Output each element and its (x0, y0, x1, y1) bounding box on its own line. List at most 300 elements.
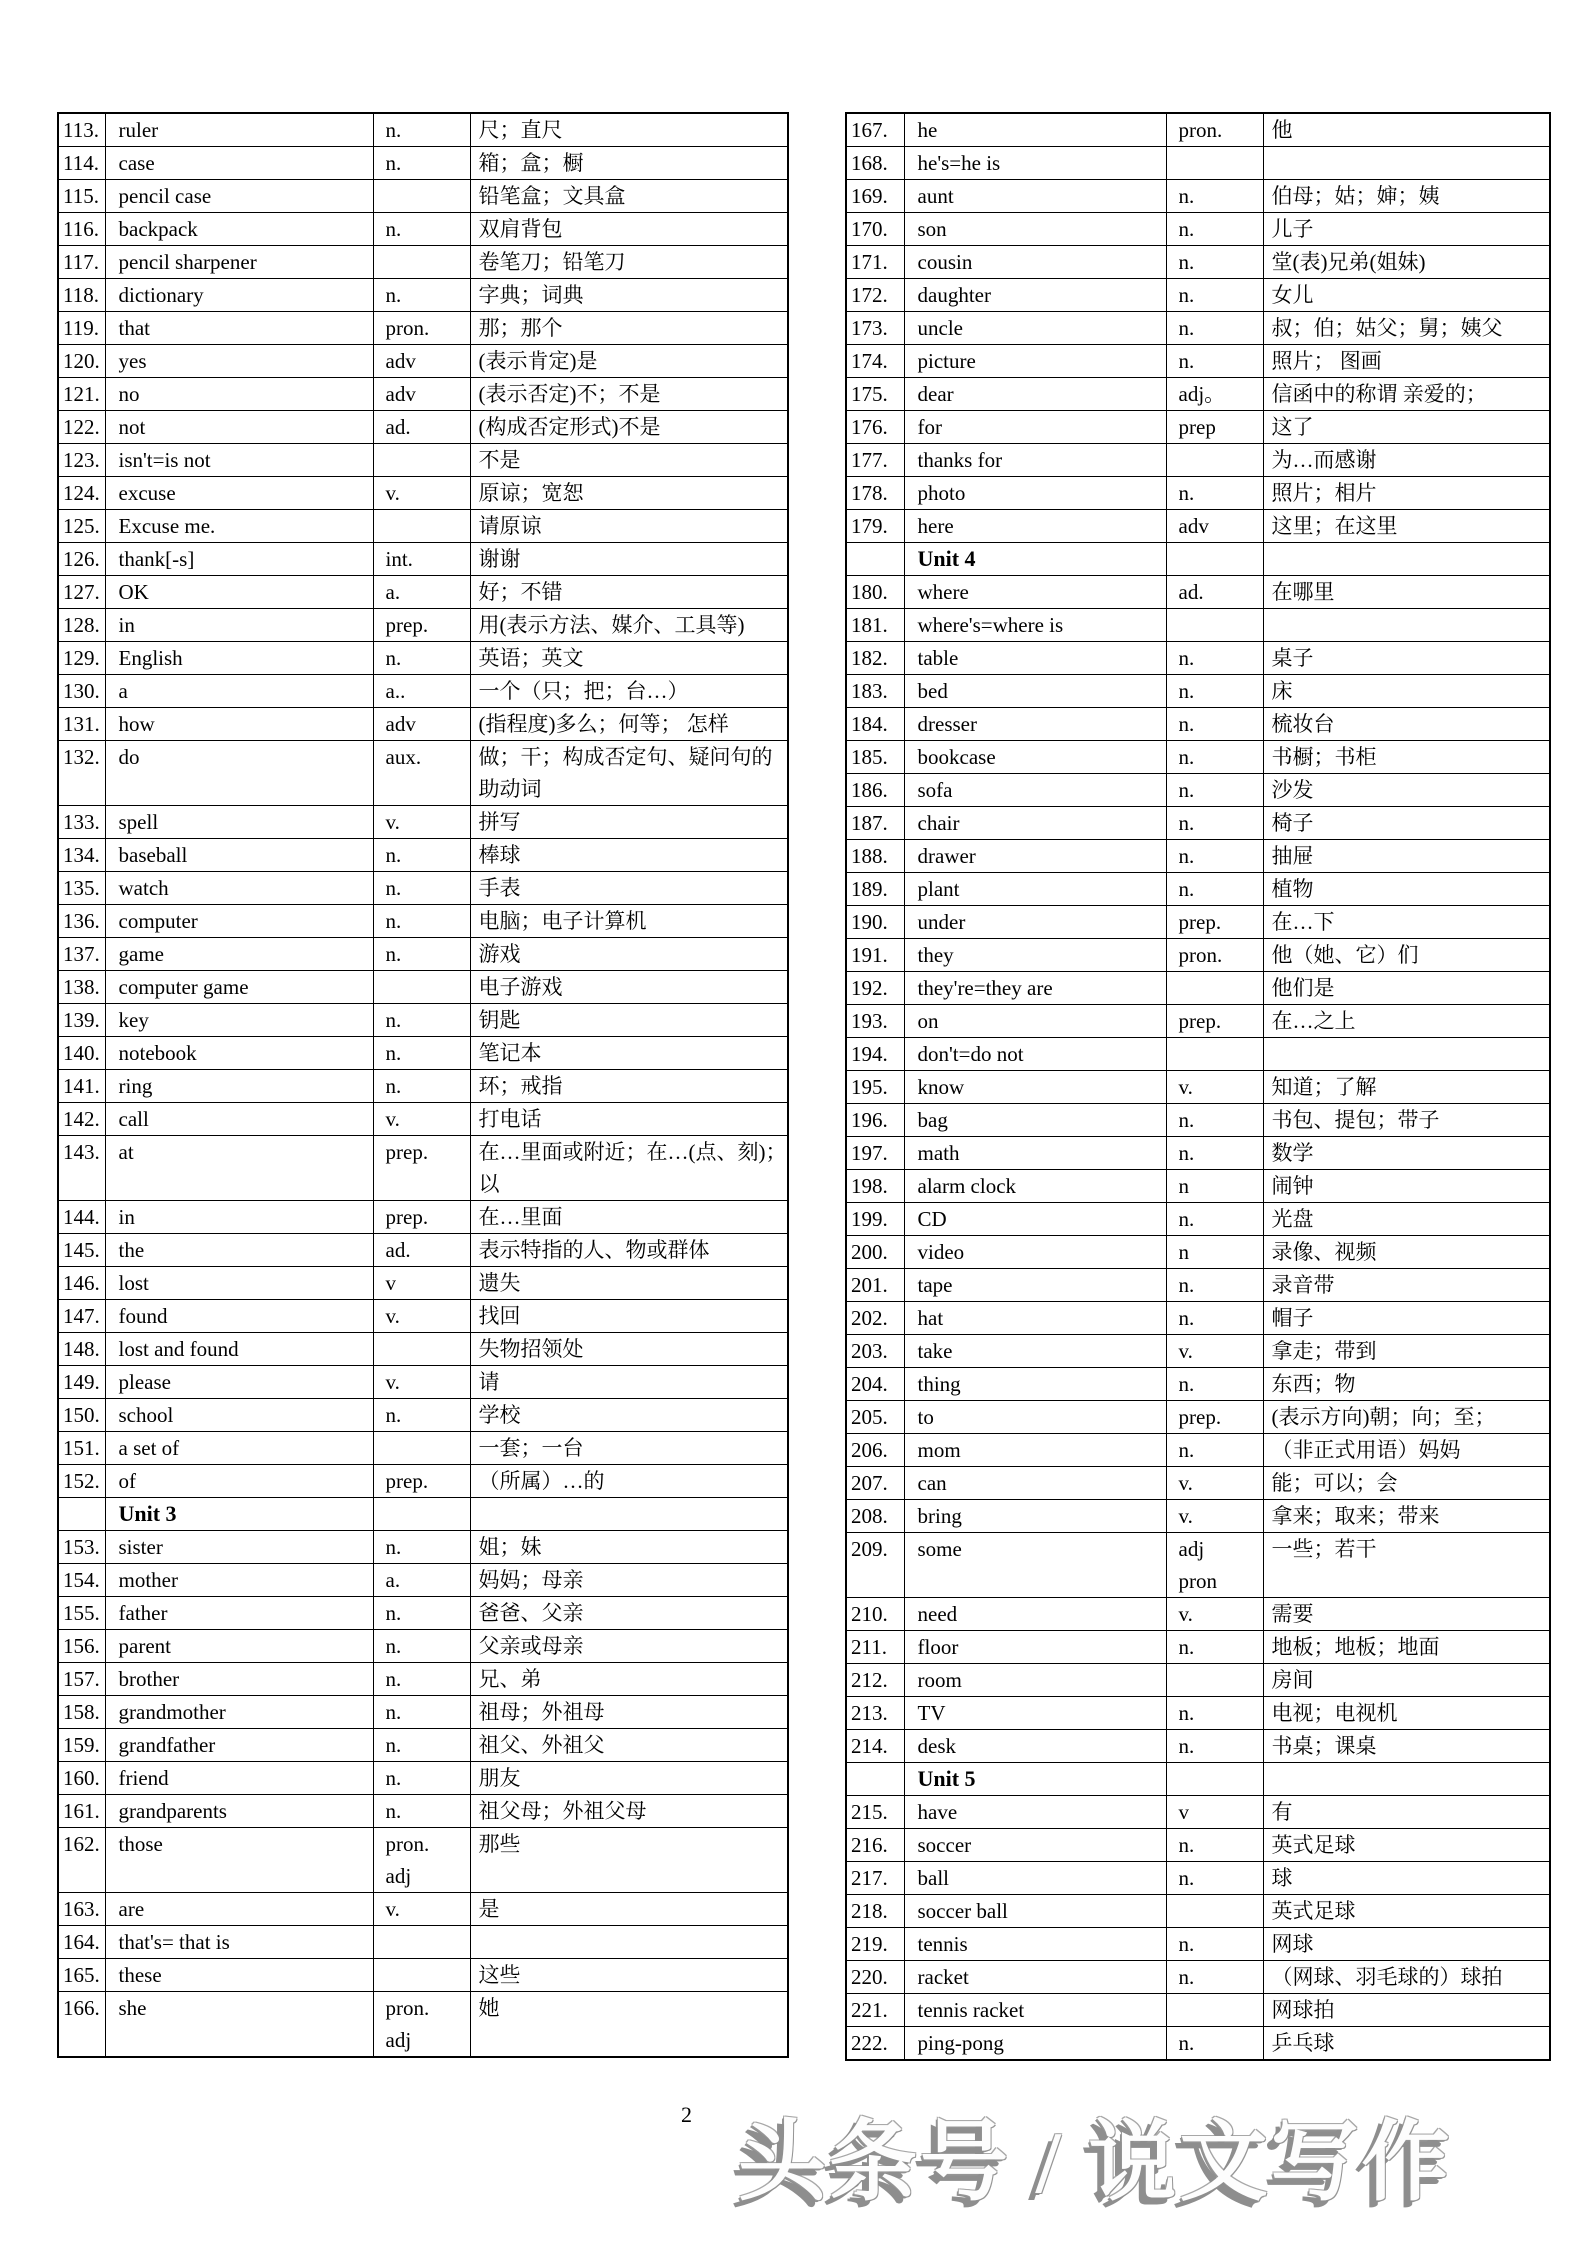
word-cell: picture (904, 345, 1166, 378)
word-cell: video (904, 1236, 1166, 1269)
word-cell: father (105, 1597, 373, 1630)
word-cell: do (105, 741, 373, 806)
table-row (58, 1432, 788, 1465)
pos-cell: adv (373, 378, 470, 411)
word-cell: that (105, 312, 373, 345)
word-cell: bookcase (904, 741, 1166, 774)
pos-cell: n. (1166, 873, 1263, 906)
row-number-cell: 123. (58, 444, 105, 477)
table-row (58, 806, 788, 839)
row-number-cell: 156. (58, 1630, 105, 1663)
pos-cell: v. (373, 806, 470, 839)
word-cell: mother (105, 1564, 373, 1597)
word-cell: watch (105, 872, 373, 905)
pos-cell: n. (373, 1696, 470, 1729)
word-cell: case (105, 147, 373, 180)
chinese-cell: 那；那个 (470, 312, 788, 345)
row-number-cell (846, 543, 904, 576)
pos-cell: adv (373, 345, 470, 378)
pos-cell: n. (1166, 246, 1263, 279)
pos-cell: n. (1166, 1302, 1263, 1335)
row-number-cell: 137. (58, 938, 105, 971)
chinese-cell: 这里；在这里 (1263, 510, 1550, 543)
row-number-cell: 211. (846, 1631, 904, 1664)
chinese-cell: (表示肯定)是 (470, 345, 788, 378)
word-cell: drawer (904, 840, 1166, 873)
row-number-cell: 168. (846, 147, 904, 180)
row-number-cell: 206. (846, 1434, 904, 1467)
table-row (846, 345, 1550, 378)
pos-cell: n. (373, 113, 470, 147)
row-number-cell: 192. (846, 972, 904, 1005)
row-number-cell: 219. (846, 1928, 904, 1961)
table-row (846, 1038, 1550, 1071)
chinese-cell: 需要 (1263, 1598, 1550, 1631)
chinese-cell: 沙发 (1263, 774, 1550, 807)
row-number-cell: 204. (846, 1368, 904, 1401)
chinese-cell: 祖母；外祖母 (470, 1696, 788, 1729)
word-cell: these (105, 1959, 373, 1992)
word-cell: he (904, 113, 1166, 147)
word-cell: computer game (105, 971, 373, 1004)
pos-cell: n. (1166, 2027, 1263, 2061)
chinese-cell: 照片；相片 (1263, 477, 1550, 510)
table-row (846, 807, 1550, 840)
chinese-cell: 一些；若干 (1263, 1533, 1550, 1598)
pos-cell: n. (373, 279, 470, 312)
chinese-cell: 在…里面 (470, 1201, 788, 1234)
chinese-cell: 录音带 (1263, 1269, 1550, 1302)
table-row (846, 1005, 1550, 1038)
pos-cell (1166, 1533, 1263, 1598)
word-cell: excuse (105, 477, 373, 510)
pos-cell: v. (373, 1300, 470, 1333)
table-row (846, 873, 1550, 906)
pos-cell: int. (373, 543, 470, 576)
pos-cell: n. (1166, 180, 1263, 213)
pos-cell: adv (373, 708, 470, 741)
table-row (58, 1762, 788, 1795)
pos-cell: n. (373, 1729, 470, 1762)
row-number-cell: 157. (58, 1663, 105, 1696)
word-cell: lost and found (105, 1333, 373, 1366)
chinese-cell: 表示特指的人、物或群体 (470, 1234, 788, 1267)
word-cell: thank[-s] (105, 543, 373, 576)
row-number-cell: 194. (846, 1038, 904, 1071)
chinese-cell: 好；不错 (470, 576, 788, 609)
pos-cell: n. (373, 1597, 470, 1630)
row-number-cell: 118. (58, 279, 105, 312)
chinese-cell: 他们是 (1263, 972, 1550, 1005)
pos-cell: n. (373, 642, 470, 675)
pos-cell (373, 180, 470, 213)
row-number-cell: 117. (58, 246, 105, 279)
unit-header: Unit 4 (904, 543, 1166, 576)
table-row (846, 444, 1550, 477)
table-row (846, 1500, 1550, 1533)
row-number-cell: 132. (58, 741, 105, 806)
table-row (846, 1994, 1550, 2027)
pos-cell: prep. (1166, 1005, 1263, 1038)
word-cell: the (105, 1234, 373, 1267)
word-cell: thanks for (904, 444, 1166, 477)
word-cell: yes (105, 345, 373, 378)
row-number-cell: 150. (58, 1399, 105, 1432)
chinese-cell: 游戏 (470, 938, 788, 971)
chinese-cell: 抽屉 (1263, 840, 1550, 873)
pos-cell: a. (373, 576, 470, 609)
row-number-cell: 167. (846, 113, 904, 147)
table-row (846, 840, 1550, 873)
table-row (846, 1104, 1550, 1137)
word-cell: can (904, 1467, 1166, 1500)
pos-cell: n. (373, 1630, 470, 1663)
pos-cell (1166, 1763, 1263, 1796)
pos-cell: prep. (373, 1136, 470, 1201)
pos-cell: n. (373, 905, 470, 938)
row-number-cell: 176. (846, 411, 904, 444)
table-row (58, 543, 788, 576)
chinese-cell: 房间 (1263, 1664, 1550, 1697)
table-row (846, 246, 1550, 279)
table-row (846, 939, 1550, 972)
word-cell: ring (105, 1070, 373, 1103)
row-number-cell: 171. (846, 246, 904, 279)
pos-cell (1166, 543, 1263, 576)
word-cell: uncle (904, 312, 1166, 345)
chinese-cell: 那些 (470, 1828, 788, 1893)
word-cell: OK (105, 576, 373, 609)
word-cell: where's=where is (904, 609, 1166, 642)
chinese-cell: 网球 (1263, 1928, 1550, 1961)
pos-cell: n. (1166, 312, 1263, 345)
table-row (58, 1663, 788, 1696)
table-row (846, 2027, 1550, 2061)
chinese-cell: 祖父、外祖父 (470, 1729, 788, 1762)
table-row (846, 1269, 1550, 1302)
word-cell: game (105, 938, 373, 971)
row-number-cell: 119. (58, 312, 105, 345)
row-number-cell: 122. (58, 411, 105, 444)
chinese-cell: 环；戒指 (470, 1070, 788, 1103)
chinese-cell: 录像、视频 (1263, 1236, 1550, 1269)
pos-cell (373, 1498, 470, 1531)
table-row (846, 774, 1550, 807)
pos-cell: n. (1166, 1368, 1263, 1401)
row-number-cell: 114. (58, 147, 105, 180)
table-row (58, 1234, 788, 1267)
table-row (58, 1267, 788, 1300)
word-cell: are (105, 1893, 373, 1926)
unit-header-row (846, 543, 1550, 576)
pos-cell (1166, 609, 1263, 642)
chinese-cell: 照片； 图画 (1263, 345, 1550, 378)
word-cell: CD (904, 1203, 1166, 1236)
word-cell: pencil case (105, 180, 373, 213)
chinese-cell: 英语；英文 (470, 642, 788, 675)
row-number-cell: 220. (846, 1961, 904, 1994)
word-cell: Excuse me. (105, 510, 373, 543)
chinese-cell: （非正式用语）妈妈 (1263, 1434, 1550, 1467)
table-row (58, 246, 788, 279)
word-cell: sister (105, 1531, 373, 1564)
row-number-cell: 149. (58, 1366, 105, 1399)
row-number-cell: 166. (58, 1992, 105, 2058)
chinese-cell: 爸爸、父亲 (470, 1597, 788, 1630)
table-row (846, 1170, 1550, 1203)
pos-cell: v. (373, 1893, 470, 1926)
chinese-cell: 遗失 (470, 1267, 788, 1300)
table-row (846, 1236, 1550, 1269)
chinese-cell: 箱；盒；橱 (470, 147, 788, 180)
row-number-cell: 121. (58, 378, 105, 411)
row-number-cell: 189. (846, 873, 904, 906)
table-row (58, 1037, 788, 1070)
word-cell: ball (904, 1862, 1166, 1895)
pos-cell: n. (1166, 1434, 1263, 1467)
chinese-cell: (表示否定)不；不是 (470, 378, 788, 411)
chinese-cell: 尺；直尺 (470, 113, 788, 147)
table-row (846, 180, 1550, 213)
chinese-cell: 这些 (470, 1959, 788, 1992)
chinese-cell: 网球拍 (1263, 1994, 1550, 2027)
chinese-cell: 床 (1263, 675, 1550, 708)
pos-cell: adj。 (1166, 378, 1263, 411)
chinese-cell: 英式足球 (1263, 1895, 1550, 1928)
chinese-cell: 是 (470, 1893, 788, 1926)
table-row (58, 1630, 788, 1663)
pos-cell: n. (373, 938, 470, 971)
word-cell: ruler (105, 113, 373, 147)
table-row (58, 741, 788, 806)
pos-cell: prep. (373, 1201, 470, 1234)
row-number-cell: 199. (846, 1203, 904, 1236)
word-cell: aunt (904, 180, 1166, 213)
row-number-cell: 138. (58, 971, 105, 1004)
table-row (846, 1862, 1550, 1895)
pos-cell: n. (373, 839, 470, 872)
word-cell: bed (904, 675, 1166, 708)
chinese-cell: 乒乓球 (1263, 2027, 1550, 2061)
chinese-cell (1263, 1763, 1550, 1796)
pos-cell: n. (373, 213, 470, 246)
table-row (846, 312, 1550, 345)
chinese-cell: 植物 (1263, 873, 1550, 906)
table-row (846, 510, 1550, 543)
row-number-cell: 215. (846, 1796, 904, 1829)
pos-cell: n. (1166, 1829, 1263, 1862)
chinese-cell: 儿子 (1263, 213, 1550, 246)
chinese-cell: 能；可以；会 (1263, 1467, 1550, 1500)
chinese-cell: 知道；了解 (1263, 1071, 1550, 1104)
table-row (58, 1366, 788, 1399)
word-cell: don't=do not (904, 1038, 1166, 1071)
pos-cell: n. (1166, 840, 1263, 873)
chinese-cell: 父亲或母亲 (470, 1630, 788, 1663)
pos-cell: ad. (1166, 576, 1263, 609)
row-number-cell: 151. (58, 1432, 105, 1465)
row-number-cell: 208. (846, 1500, 904, 1533)
chinese-cell: 谢谢 (470, 543, 788, 576)
table-row (58, 708, 788, 741)
word-cell: English (105, 642, 373, 675)
row-number-cell: 115. (58, 180, 105, 213)
pos-cell: n. (1166, 807, 1263, 840)
word-cell: for (904, 411, 1166, 444)
chinese-cell: （网球、羽毛球的）球拍 (1263, 1961, 1550, 1994)
table-row (58, 1399, 788, 1432)
word-cell: computer (105, 905, 373, 938)
table-row (58, 345, 788, 378)
pos-cell: n. (1166, 1137, 1263, 1170)
pos-line: adj (1178, 1537, 1205, 1561)
row-number-cell: 124. (58, 477, 105, 510)
table-row (58, 477, 788, 510)
row-number-cell: 147. (58, 1300, 105, 1333)
row-number-cell: 164. (58, 1926, 105, 1959)
pos-cell (373, 1333, 470, 1366)
pos-cell: n. (1166, 345, 1263, 378)
chinese-cell: 姐；妹 (470, 1531, 788, 1564)
table-row (58, 1893, 788, 1926)
row-number-cell: 209. (846, 1533, 904, 1598)
pos-cell (1166, 1664, 1263, 1697)
row-number-cell: 172. (846, 279, 904, 312)
row-number-cell: 155. (58, 1597, 105, 1630)
row-number-cell: 120. (58, 345, 105, 378)
table-row (846, 279, 1550, 312)
chinese-cell: 这了 (1263, 411, 1550, 444)
table-row (58, 1070, 788, 1103)
chinese-cell: 数学 (1263, 1137, 1550, 1170)
chinese-cell: 闹钟 (1263, 1170, 1550, 1203)
word-cell: friend (105, 1762, 373, 1795)
pos-cell: n. (373, 872, 470, 905)
table-row (58, 1465, 788, 1498)
row-number-cell: 165. (58, 1959, 105, 1992)
row-number-cell: 201. (846, 1269, 904, 1302)
table-row (846, 972, 1550, 1005)
word-cell: pencil sharpener (105, 246, 373, 279)
table-row (58, 1696, 788, 1729)
chinese-cell: 在…里面或附近；在…(点、刻)；以 (470, 1136, 788, 1201)
chinese-cell: 梳妆台 (1263, 708, 1550, 741)
row-number-cell: 128. (58, 609, 105, 642)
chinese-cell: 为…而感谢 (1263, 444, 1550, 477)
pos-cell (373, 246, 470, 279)
vocab-table-right (845, 112, 1551, 2061)
pos-cell: adv (1166, 510, 1263, 543)
pos-cell: n. (1166, 774, 1263, 807)
pos-cell: n. (1166, 1862, 1263, 1895)
word-cell: bag (904, 1104, 1166, 1137)
row-number-cell: 218. (846, 1895, 904, 1928)
table-row (58, 839, 788, 872)
unit-header-row (58, 1498, 788, 1531)
pos-cell: prep (1166, 411, 1263, 444)
row-number-cell: 213. (846, 1697, 904, 1730)
word-cell: under (904, 906, 1166, 939)
chinese-cell: 堂(表)兄弟(姐妹) (1263, 246, 1550, 279)
pos-cell: n. (373, 1037, 470, 1070)
word-cell: cousin (904, 246, 1166, 279)
row-number-cell: 222. (846, 2027, 904, 2061)
pos-cell: v. (373, 477, 470, 510)
unit-header: Unit 3 (105, 1498, 373, 1531)
chinese-cell: (指程度)多么；何等； 怎样 (470, 708, 788, 741)
chinese-cell (1263, 1038, 1550, 1071)
table-row (58, 1333, 788, 1366)
table-row (58, 213, 788, 246)
word-cell: a (105, 675, 373, 708)
pos-cell: a.. (373, 675, 470, 708)
chinese-cell: 原谅；宽恕 (470, 477, 788, 510)
chinese-cell: (构成否定形式)不是 (470, 411, 788, 444)
row-number-cell: 144. (58, 1201, 105, 1234)
row-number-cell: 160. (58, 1762, 105, 1795)
pos-cell: pron. (373, 312, 470, 345)
row-number-cell: 133. (58, 806, 105, 839)
word-cell: ping-pong (904, 2027, 1166, 2061)
word-cell: have (904, 1796, 1166, 1829)
pos-line: adj (385, 2028, 412, 2052)
word-cell: at (105, 1136, 373, 1201)
chinese-cell: 请 (470, 1366, 788, 1399)
row-number-cell: 152. (58, 1465, 105, 1498)
row-number-cell: 180. (846, 576, 904, 609)
row-number-cell: 221. (846, 1994, 904, 2027)
chinese-cell: 电子游戏 (470, 971, 788, 1004)
table-row (58, 971, 788, 1004)
table-row (58, 279, 788, 312)
pos-cell: v (1166, 1796, 1263, 1829)
word-cell: math (904, 1137, 1166, 1170)
pos-cell (1166, 444, 1263, 477)
chinese-cell: 电视；电视机 (1263, 1697, 1550, 1730)
row-number-cell: 142. (58, 1103, 105, 1136)
pos-cell: n. (373, 1762, 470, 1795)
pos-cell: n. (373, 1663, 470, 1696)
pos-cell: n. (1166, 279, 1263, 312)
word-cell: not (105, 411, 373, 444)
row-number-cell: 129. (58, 642, 105, 675)
pos-cell: v. (1166, 1500, 1263, 1533)
word-cell: brother (105, 1663, 373, 1696)
chinese-cell: 叔；伯；姑父；舅；姨父 (1263, 312, 1550, 345)
pos-cell: v. (373, 1366, 470, 1399)
word-cell: she (105, 1992, 373, 2058)
word-cell: hat (904, 1302, 1166, 1335)
pos-cell (373, 444, 470, 477)
row-number-cell: 185. (846, 741, 904, 774)
table-row (846, 1895, 1550, 1928)
table-row (58, 642, 788, 675)
word-cell: dear (904, 378, 1166, 411)
table-row (58, 147, 788, 180)
chinese-cell: 伯母；姑；婶；姨 (1263, 180, 1550, 213)
row-number-cell: 140. (58, 1037, 105, 1070)
chinese-cell: 请原谅 (470, 510, 788, 543)
chinese-cell: 一套；一台 (470, 1432, 788, 1465)
row-number-cell: 183. (846, 675, 904, 708)
word-cell: where (904, 576, 1166, 609)
word-cell: some (904, 1533, 1166, 1598)
table-row (58, 938, 788, 971)
pos-cell (1166, 1895, 1263, 1928)
chinese-cell: 书包、提包；带子 (1263, 1104, 1550, 1137)
table-row (58, 1597, 788, 1630)
word-cell: mom (904, 1434, 1166, 1467)
